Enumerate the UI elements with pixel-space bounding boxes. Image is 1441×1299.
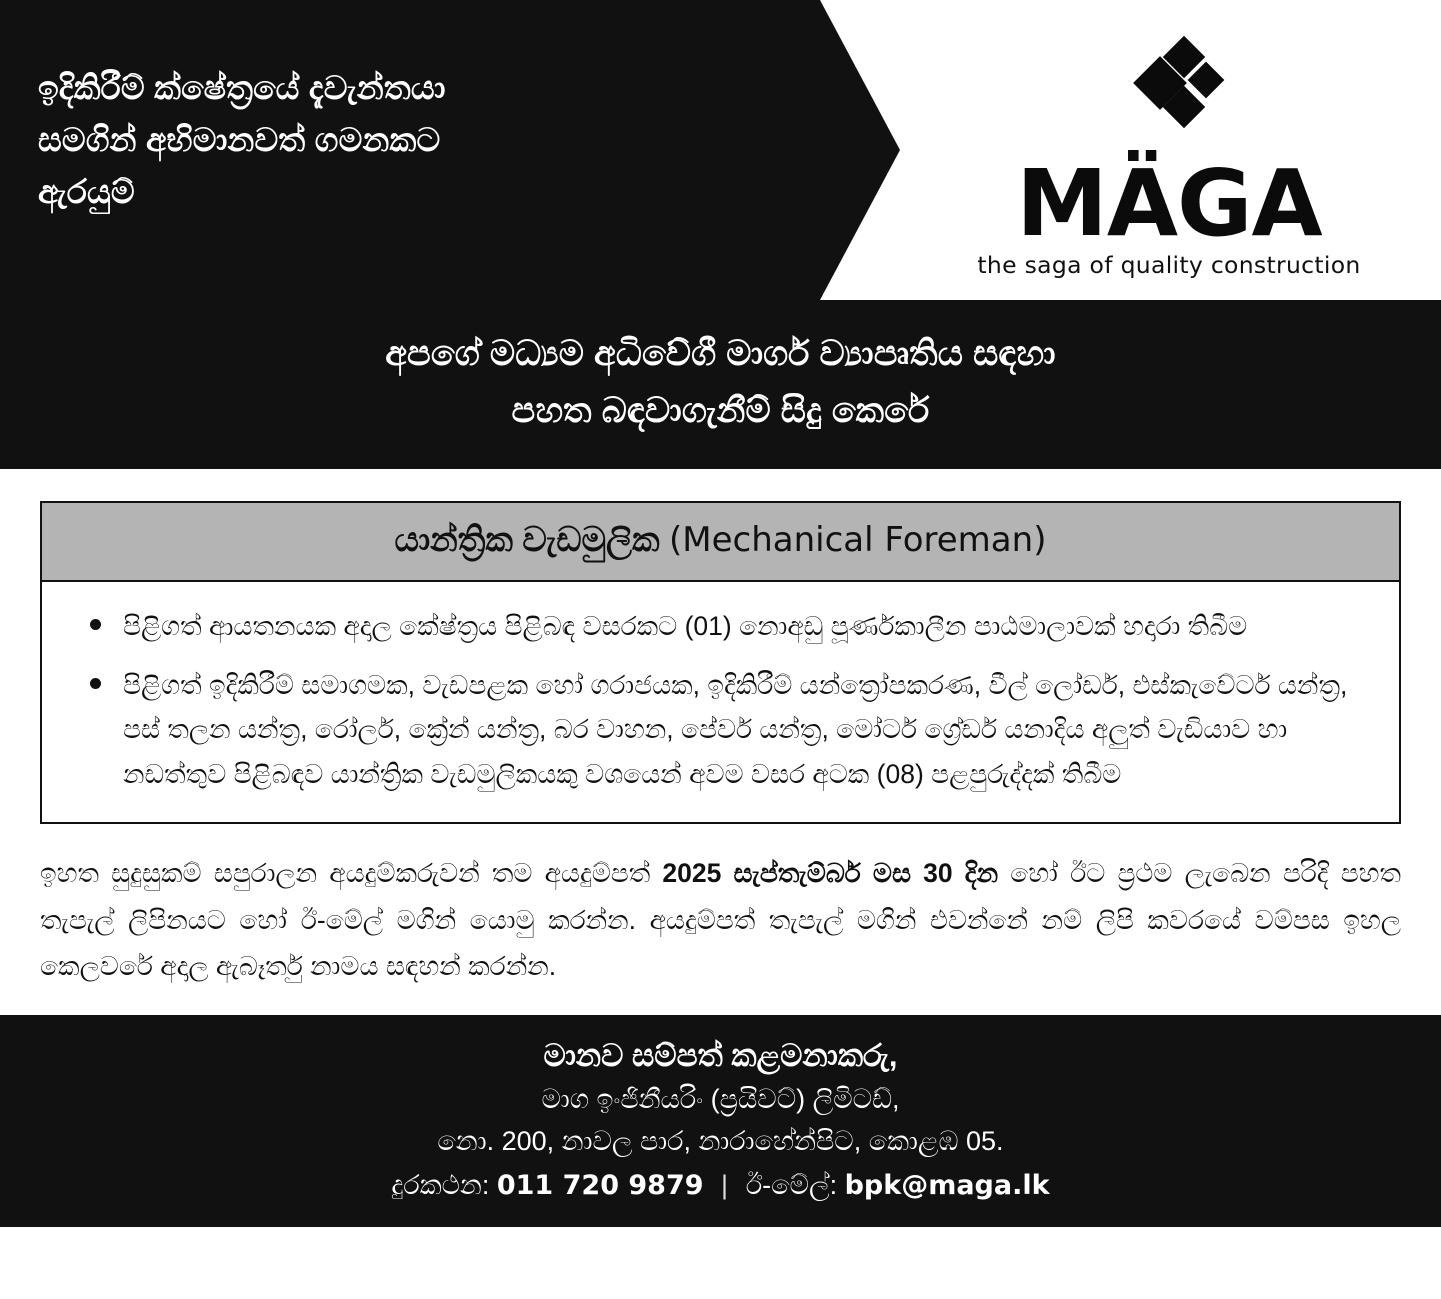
bullet-icon <box>90 619 101 630</box>
header-tagline <box>38 62 798 218</box>
ad-header <box>0 0 1441 300</box>
position-title-english: (Mechanical Foreman) <box>669 520 1047 561</box>
header-tagline-line-3: ඇරයුම් <box>38 173 135 211</box>
requirement-item <box>68 604 1373 649</box>
instructions-part-1: ඉහත සුදුසුකම් සපුරාලන අයදුම්කරුවන් තම අයදුම්පත් <box>40 858 663 889</box>
header-tagline-line-1: ඉදිකිරීම් ක්ෂේත්‍රයේ දැවැන්තයා <box>38 69 446 106</box>
instructions-part-2: හෝ ඊට ප්‍රථම ලැබෙන පරිදි පහත තැපැල් ලිපිනයට හෝ ඊ-මේල් මගින් යොමු කරන්න. අයදුම්පත් තැපැල් මගින් එවන්නේ නම් ලිපි කවරයේ වම්පස ඉහල කෙලවරේ අදාල ඇබෑර්තු නාමය සඳහන් කරන්න. <box>40 858 1402 981</box>
phone-number: 011 720 9879 <box>496 1169 704 1201</box>
position-box <box>40 501 1401 824</box>
project-title-band <box>0 300 1441 469</box>
ad-footer <box>0 1015 1441 1227</box>
logo-wordmark: MÄGA <box>1016 150 1322 257</box>
application-deadline: 2025 සැප්තැම්බර් මස 30 දින <box>662 858 999 889</box>
position-title <box>42 503 1399 582</box>
contact-separator: | <box>721 1169 729 1200</box>
footer-address: නො. 200, නාවල පාර, නාරාහේන්පිට, කොළඹ 05. <box>437 1126 1004 1157</box>
email-address[interactable]: bpk@maga.lk <box>844 1169 1050 1201</box>
application-instructions <box>40 850 1401 988</box>
footer-contact <box>20 1165 1421 1207</box>
requirement-text: පිළිගත් ඉදිකිරීම් සමාගමක, වැඩපළක හෝ ගරාජයක, ඉදිකිරීම් යන්ත්‍රෝපකරණ, වීල් ලෝඩර්, එස්කැවේටර් යන්ත්‍ර, පස් තලන යන්ත්‍ර, රෝලර්, ක්‍රේන් යන්ත්‍ර, බර වාහන, පේවර් යන්ත්‍ර, මෝටර් ග්‍රේඩර් යනාදිය අලුත් වැඩියාව හා නඩත්තුව පිළිබඳව යාන්ත්‍රික වැඩමුලිකයකු වශයෙන් අවම වසර අටක (08) පළපුරුද්දක් තිබීම <box>123 669 1348 789</box>
bullet-icon <box>90 678 101 689</box>
footer-recipient: මානව සම්පත් කළමනාකරු, <box>543 1037 898 1073</box>
maga-diamond-logo-icon <box>1107 34 1231 154</box>
position-title-sinhala: යාන්ත්‍රික වැඩමුලික <box>394 521 660 560</box>
requirement-text: පිළිගත් ආයතනයක අදාල කේෂ්ත්‍රය පිළිබඳ වසරකට (01) නොඅඩු පූර්ණකාලීන පාඨමාලාවක් හදාරා තිබීම <box>123 611 1248 642</box>
requirements-list <box>42 582 1399 822</box>
project-title-line-2: පහත බඳවාගැනීම් සිදු කෙරේ <box>511 390 930 430</box>
ad-body <box>0 469 1441 1014</box>
footer-company: මාග ඉංජිනීයරිං (ප්‍රයිවට්) ලිමිටඩ්, <box>541 1084 900 1115</box>
requirement-item <box>68 663 1373 797</box>
company-logo <box>969 34 1369 279</box>
logo-tagline: the saga of quality construction <box>977 251 1361 280</box>
header-tagline-line-2: සමගින් අභිමානවත් ගමනකට <box>38 121 441 159</box>
project-title-line-1: අපගේ මධ්‍යම අධිවේගී මාර්ග ව්‍යාපෘතිය සඳහා <box>385 334 1056 373</box>
email-label: ඊ-මේල්: <box>745 1169 838 1200</box>
phone-label: දුරකථන: <box>391 1169 490 1200</box>
